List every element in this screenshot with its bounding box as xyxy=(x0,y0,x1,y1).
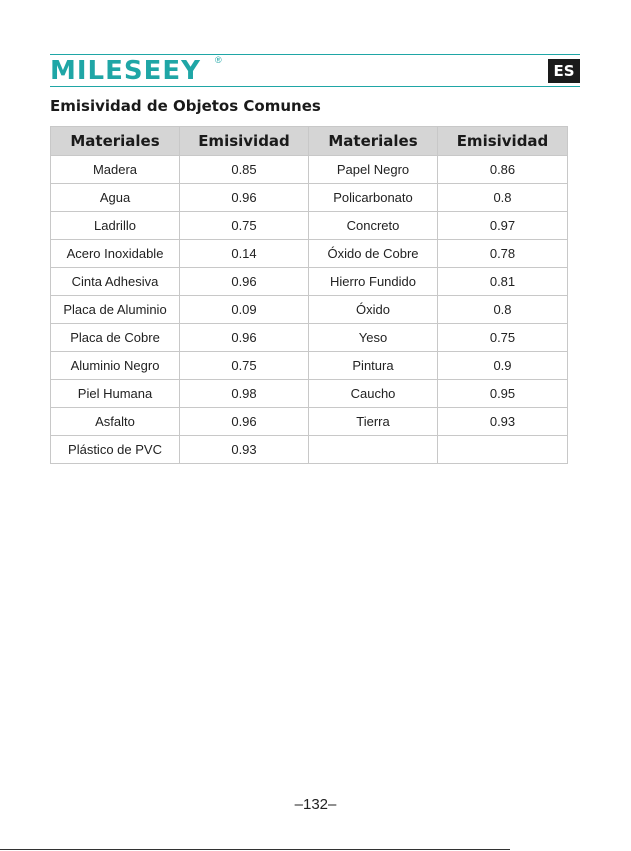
material-cell: Óxido de Cobre xyxy=(309,240,438,268)
emissivity-cell: 0.85 xyxy=(180,156,309,184)
emissivity-cell: 0.78 xyxy=(438,240,568,268)
emissivity-cell: 0.96 xyxy=(180,184,309,212)
material-cell: Aluminio Negro xyxy=(51,352,180,380)
emissivity-cell: 0.75 xyxy=(180,212,309,240)
header-materials-2: Materiales xyxy=(309,127,438,156)
page-number: –132– xyxy=(294,796,337,813)
emissivity-cell: 0.8 xyxy=(438,296,568,324)
material-cell: Tierra xyxy=(309,408,438,436)
emissivity-cell: 0.75 xyxy=(180,352,309,380)
emissivity-cell: 0.95 xyxy=(438,380,568,408)
header-top-rule xyxy=(50,54,580,55)
material-cell: Plástico de PVC xyxy=(51,436,180,464)
table-row xyxy=(51,296,568,324)
table-row xyxy=(51,352,568,380)
section-title: Emisividad de Objetos Comunes xyxy=(50,97,321,115)
registered-mark: ® xyxy=(215,55,222,65)
header-materials-1: Materiales xyxy=(51,127,180,156)
material-cell: Madera xyxy=(51,156,180,184)
material-cell: Caucho xyxy=(309,380,438,408)
material-cell: Papel Negro xyxy=(309,156,438,184)
emissivity-cell: 0.09 xyxy=(180,296,309,324)
table-row xyxy=(51,380,568,408)
table-row xyxy=(51,268,568,296)
material-cell: Yeso xyxy=(309,324,438,352)
emissivity-cell: 0.81 xyxy=(438,268,568,296)
material-cell: Placa de Aluminio xyxy=(51,296,180,324)
table-row xyxy=(51,408,568,436)
language-badge: ES xyxy=(548,59,580,83)
material-cell: Placa de Cobre xyxy=(51,324,180,352)
emissivity-cell: 0.96 xyxy=(180,268,309,296)
emissivity-cell: 0.96 xyxy=(180,324,309,352)
table-row xyxy=(51,436,568,464)
header-emissivity-1: Emisividad xyxy=(180,127,309,156)
material-cell: Concreto xyxy=(309,212,438,240)
material-cell: Piel Humana xyxy=(51,380,180,408)
emissivity-cell: 0.96 xyxy=(180,408,309,436)
emissivity-cell: 0.8 xyxy=(438,184,568,212)
header-bottom-rule xyxy=(50,86,580,87)
material-cell: Agua xyxy=(51,184,180,212)
emissivity-cell: 0.97 xyxy=(438,212,568,240)
emissivity-cell: 0.14 xyxy=(180,240,309,268)
header-emissivity-2: Emisividad xyxy=(438,127,568,156)
material-cell: Pintura xyxy=(309,352,438,380)
emissivity-cell: 0.93 xyxy=(180,436,309,464)
emissivity-cell: 0.86 xyxy=(438,156,568,184)
table-header-row xyxy=(51,127,568,156)
material-cell: Policarbonato xyxy=(309,184,438,212)
material-cell: Acero Inoxidable xyxy=(51,240,180,268)
table-row xyxy=(51,212,568,240)
material-cell: Cinta Adhesiva xyxy=(51,268,180,296)
brand-logo: MILESEEY xyxy=(50,56,201,86)
material-cell: Asfalto xyxy=(51,408,180,436)
emissivity-cell: 0.75 xyxy=(438,324,568,352)
table-row xyxy=(51,240,568,268)
emissivity-cell: 0.98 xyxy=(180,380,309,408)
emissivity-table xyxy=(50,126,568,464)
emissivity-cell: 0.9 xyxy=(438,352,568,380)
material-cell: Ladrillo xyxy=(51,212,180,240)
material-cell xyxy=(309,436,438,464)
footer-rule xyxy=(0,849,510,850)
table-row xyxy=(51,324,568,352)
material-cell: Hierro Fundido xyxy=(309,268,438,296)
table-row xyxy=(51,184,568,212)
table-row xyxy=(51,156,568,184)
material-cell: Óxido xyxy=(309,296,438,324)
emissivity-cell: 0.93 xyxy=(438,408,568,436)
emissivity-cell xyxy=(438,436,568,464)
